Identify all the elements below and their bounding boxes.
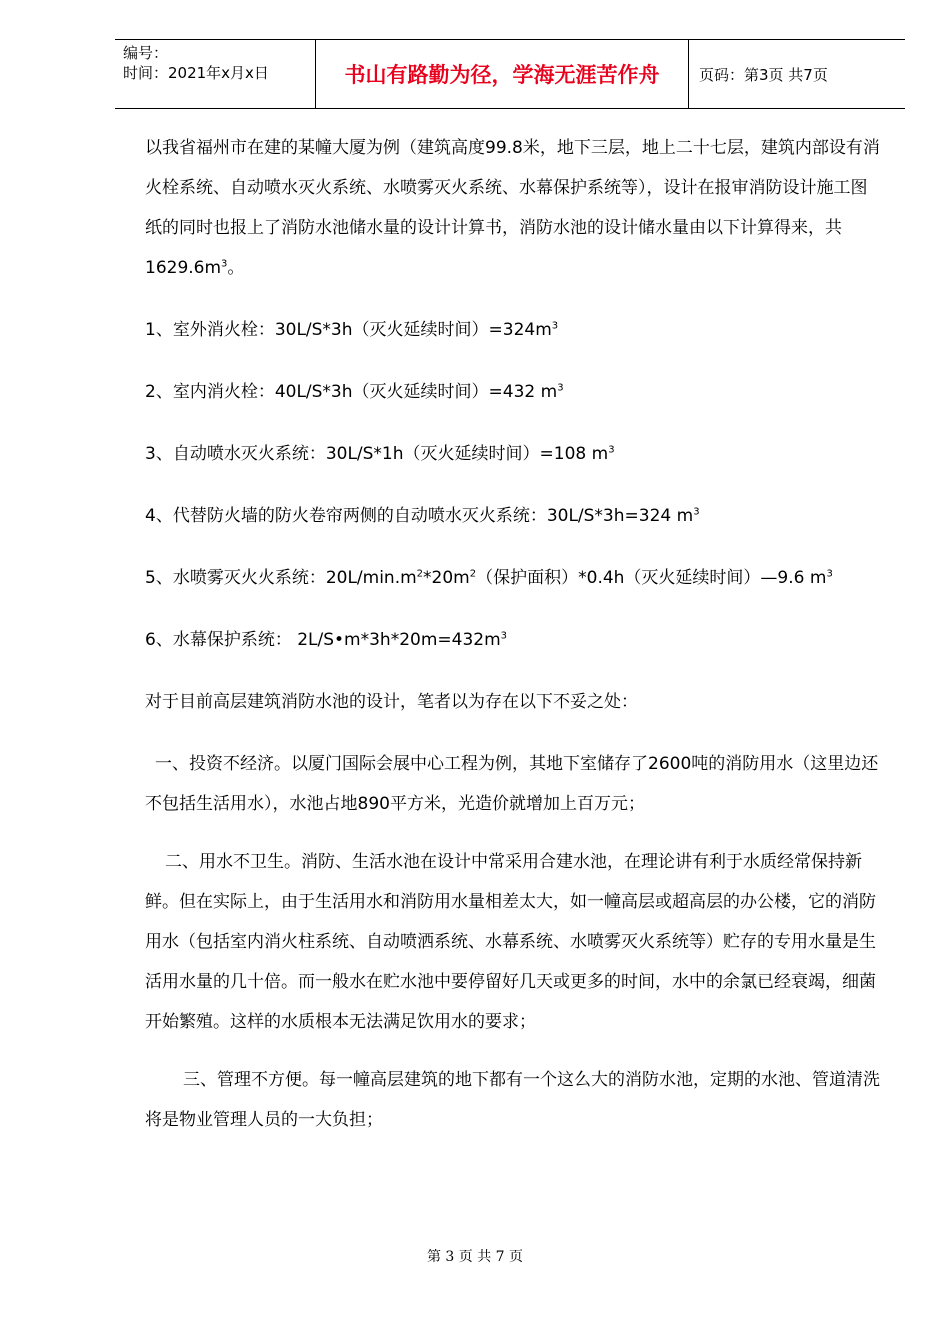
list-item: 4、代替防火墙的防火卷帘两侧的自动喷水灭火系统：30L/S*3h=324 $m^3$ [145,506,700,526]
intro-text: 以我省福州市在建的某幢大厦为例（建筑高度99.8米，地下三层，地上二十七层，建筑内部设有消火栓系统、自动喷水灭火系统、水喷雾灭火系统、水幕保护系统等），设计在报审消防设计施工图纸的同时也报上了消防水池储水量的设计计算书，消防水池的设计储水量由以下计算得来，共1629.6m [145,138,880,278]
list-item: 3、自动喷水灭火系统：30L/S*1h（灭火延续时间）=108 $m^3$ [145,444,615,464]
header-page-label: 页码：第3页 共7页 [699,65,828,84]
point-three: 三、管理不方便。每一幢高层建筑的地下都有一个这么大的消防水池，定期的水池、管道清洗将是物业管理人员的一大负担； [145,1070,880,1130]
list-item: 5、水喷雾灭火火系统：$20L/\min.m^2*20m^2$（保护面积）*0.4h（灭火延续时间）—9.6 $m^3$ [145,568,833,588]
page-footer: 第 3 页 共 7 页 [426,1249,524,1265]
intro-end: 。 [227,258,245,278]
time-label: 时间：2021年x月x日 [123,64,269,82]
list-item: 2、室内消火栓：40L/S*3h（灭火延续时间）=432 $m^3$ [145,382,564,402]
point-two: 二、用水不卫生。消防、生活水池在设计中常采用合建水池，在理论讲有利于水质经常保持新鲜。但在实际上，由于生活用水和消防用水量相差太大，如一幢高层或超高层的办公楼，它的消防用水（包括室内消火柱系统、自动喷洒系统、水幕系统、水喷雾灭火系统等）贮存的专用水量是生活用水量的几十倍。而一般水在贮水池中要停留好几天或更多的时间，水中的余氯已经衰竭，细菌开始繁殖。这样的水质根本无法满足饮用水的要求； [145,852,876,1032]
list-item: 1、室外消火栓：30L/S*3h（灭火延续时间）$=324m^3$ [145,320,559,340]
intro-paragraph [145,128,880,288]
point-one: 一、投资不经济。以厦门国际会展中心工程为例，其地下室储存了2600吨的消防用水（这里边还不包括生活用水），水池占地890平方米，光造价就增加上百万元； [145,754,879,814]
superscript-3: 3 [221,258,228,270]
lead-paragraph: 对于目前高层建筑消防水池的设计，笔者以为存在以下不妥之处： [145,692,638,712]
list-item: 6、水幕保护系统： $2L/S•m*3h*20m=432m^3$ [145,630,508,650]
page-header [115,39,905,109]
header-meta [115,40,316,108]
code-label: 编号： [123,44,169,62]
document-body [145,128,880,1140]
header-motto: 书山有路勤为径，学海无涯苦作舟 [316,40,689,108]
